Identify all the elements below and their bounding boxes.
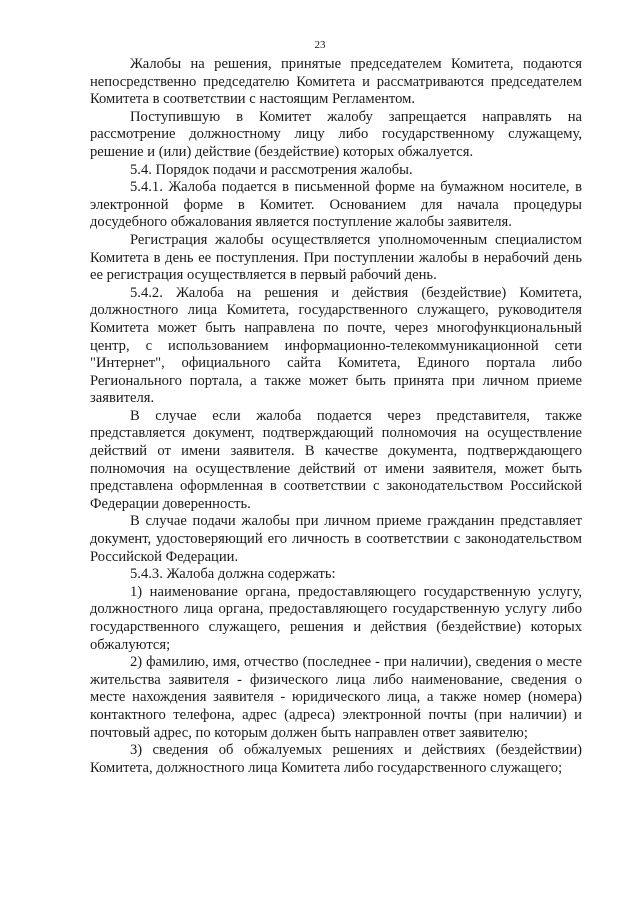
list-item-3: 3) сведения об обжалуемых решениях и действиях (бездействии) Комитета, должностного лица Комитета либо государственного служащего; [90, 742, 582, 776]
section-heading-5-4: 5.4. Порядок подачи и рассмотрения жалобы. [130, 161, 413, 178]
paragraph-prohibition: Поступившую в Комитет жалобу запрещается направлять на рассмотрение должностному лицу либо государственному служащему, решение и (или) действие (бездействие) которых обжалуется. [90, 108, 582, 160]
page-number: 23 [314, 39, 326, 51]
paragraph-personal-reception: В случае подачи жалобы при личном приеме гражданин представляет документ, удостоверяющий его личность в соответствии с законодательством Российской Федерации. [90, 513, 582, 565]
paragraph-complaints-chairman: Жалобы на решения, принятые председателем Комитета, подаются непосредственно председателю Комитета и рассматриваются председателем Комитета в соответствии с настоящим Регламентом. [90, 56, 582, 108]
paragraph-representative: В случае если жалоба подается через представителя, также представляется документ, подтверждающий полномочия на осуществление действий от имени заявителя. В качестве документа, подтверждающего полномочия на осуществление действий от имени заявителя, может быть представлена оформленная в соответствии с законодательством Российской Федерации доверенность. [90, 407, 582, 512]
paragraph-5-4-1: 5.4.1. Жалоба подается в письменной форме на бумажном носителе, в электронной форме в Комитет. Основанием для начала процедуры досудебного обжалования является поступление жалобы заявителя. [90, 179, 582, 231]
list-item-2: 2) фамилию, имя, отчество (последнее - при наличии), сведения о месте жительства заявителя - физического лица либо наименование, сведения о месте нахождения заявителя - юридического лица, а также номер (номера) контактного телефона, адрес (адреса) электронной почты (при наличии) и почтовый адрес, по которым должен быть направлен ответ заявителю; [90, 654, 582, 741]
paragraph-5-4-3: 5.4.3. Жалоба должна содержать: [130, 566, 336, 583]
document-body [90, 56, 582, 777]
paragraph-registration: Регистрация жалобы осуществляется уполномоченным специалистом Комитета в день ее поступления. При поступлении жалобы в нерабочий день ее регистрация осуществляется в первый рабочий день. [90, 231, 582, 284]
paragraph-5-4-2: 5.4.2. Жалоба на решения и действия (бездействие) Комитета, должностного лица Комитета, государственного служащего, руководителя Комитета может быть направлена по почте, через многофункциональный центр, с использованием информационно-телекоммуникационной сети "Интернет", официального сайта Комитета, Единого портала либо Регионального портала, а также может быть принята при личном приеме заявителя. [90, 284, 582, 407]
list-item-1: 1) наименование органа, предоставляющего государственную услугу, должностного лица органа, предоставляющего государственную услугу либо государственного служащего, решения и действия (бездействие) которых обжалуются; [90, 583, 582, 653]
